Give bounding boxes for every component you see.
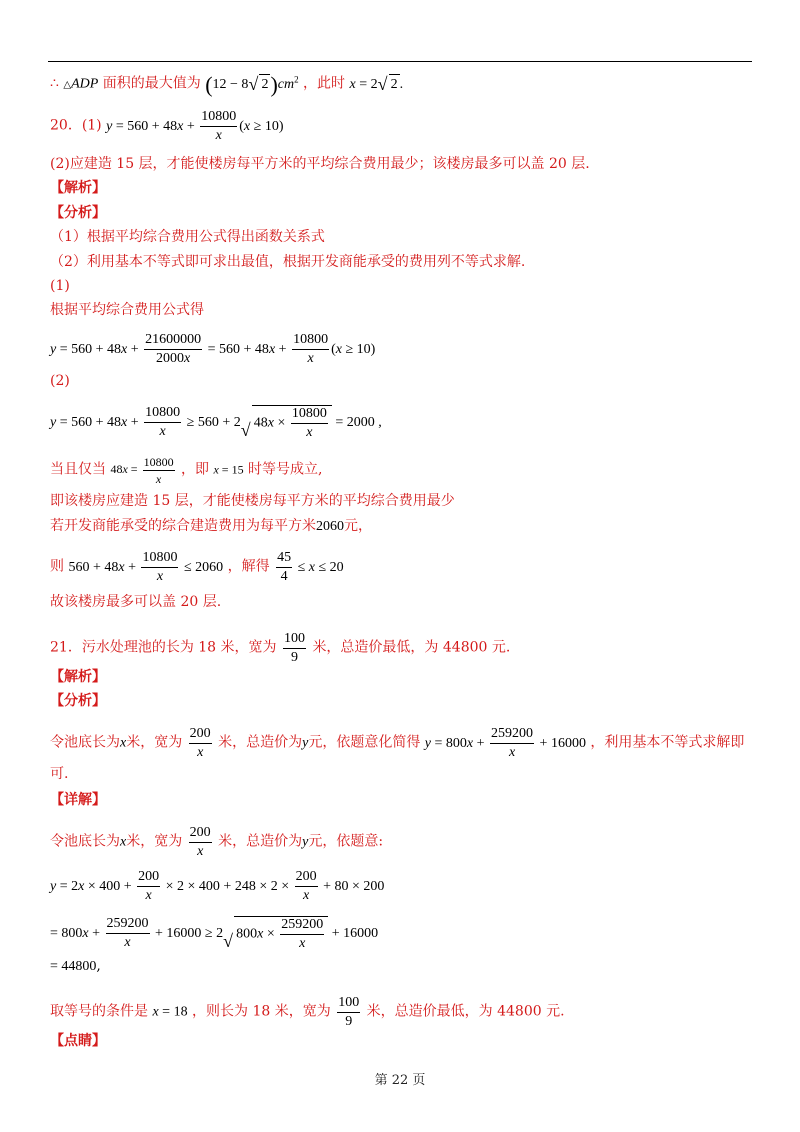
q20-jiexi-heading: 【解析】 <box>50 180 106 196</box>
q21-analysis-2: 可. <box>50 766 69 782</box>
q20-fenxi-heading: 【分析】 <box>50 205 106 221</box>
area-max-text: 面积的最大值为 <box>102 75 201 92</box>
therefore-symbol: ∴ <box>50 75 59 92</box>
page-number: 第 22 页 <box>374 1073 426 1088</box>
q20-answer2: (2)应建造 15 层，才能使楼房每平方米的平均综合费用最少；该楼房最多可以盖 20 层. <box>50 156 590 172</box>
q21-eq-1: y = 2x × 400 + $\frac{200}{x}$ × 2 × 400 + 248 × 2 × $\frac{200}{x}$ + 80 × 200 <box>50 869 385 903</box>
q21-dianjing-heading: 【点睛】 <box>50 1033 106 1049</box>
q21-answer: 21．污水处理池的长为 18 米，宽为 $\frac{100}{9}$ 米，总造价最低，为 44800 元. <box>50 631 511 665</box>
q20-eq-y: y = 560 + 48x + $\frac{21600000}{2000x}$ = 560 + 48x + $\frac{10800}{x}$ (x ≥ 10) <box>50 332 376 366</box>
q21-fenxi-heading: 【分析】 <box>50 693 106 709</box>
q20-conclusion-1: 即该楼房应建造 15 层，才能使楼房每平方米的平均综合费用最少 <box>50 493 455 509</box>
q21-condition: 取等号的条件是 x = 18 ，则长为 18 米，宽为 $\frac{100}{9}$ 米，总造价最低，为 44800 元. <box>50 995 565 1029</box>
q20-conclusion-4: 故该楼房最多可以盖 20 层. <box>50 594 222 610</box>
header-rule <box>48 61 752 62</box>
q20-label: 20．(1) <box>50 117 102 134</box>
q21-detail-1: 令池底长为x米，宽为 $\frac{200}{x}$ 米，总造价为y元，依题意: <box>50 825 384 859</box>
q20-analysis-1: （1）根据平均综合费用公式得出函数关系式 <box>50 229 325 245</box>
q20-conclusion-3: 则 560 + 48x + $\frac{10800}{x}$ ≤ 2060 ，解得 $\frac{45}{4}$ ≤ x ≤ 20 <box>50 550 344 584</box>
q20-analysis-2: （2）利用基本不等式即可求出最值，根据开发商能承受的费用列不等式求解. <box>50 254 526 270</box>
q20-conclusion-2: 若开发商能承受的综合建造费用为每平方米2060元， <box>50 518 372 534</box>
q20-equality-line: 当且仅当 48x = $\frac{10800}{x}$ ，即 x = 15 时等号成立, <box>50 455 323 486</box>
at-this-time-text: ，此时 <box>303 75 346 92</box>
area-max-line: ∴ △ADP 面积的最大值为 (12 − 8√ $2)cm^2$ ，此时 x = 2√ 2 . <box>50 70 754 95</box>
q21-eq-2: = 800x + $\frac{259200}{x}$ + 16000 ≥ 2√ 800x × $\frac{259200}{x}$ + 16000 <box>50 916 754 951</box>
q20-part1-text: 根据平均综合费用公式得 <box>50 302 204 318</box>
q20-eq-ineq: y = 560 + 48x + $\frac{10800}{x}$ ≥ 560 + 2√ 48x × $\frac{10800}{x}$ = 2000 , <box>50 405 754 440</box>
q21-eq-3: = 44800, <box>50 958 101 974</box>
q21-xiangjie-heading: 【详解】 <box>50 792 106 808</box>
q21-analysis-1: 令池底长为x米，宽为 $\frac{200}{x}$ 米，总造价为y元，依题意化简得 y = 800x + $\frac{259200}{x}$ + 16000 ，利用基本不等式求解即 <box>50 726 745 760</box>
q20-part1-label: (1) <box>50 278 70 294</box>
q21-jiexi-heading: 【解析】 <box>50 669 106 685</box>
q20-part2-label: (2) <box>50 373 70 389</box>
q20-answer1: 20．(1) y = 560 + 48x + $\frac{10800}{x}$ (x ≥ 10) <box>50 109 284 143</box>
